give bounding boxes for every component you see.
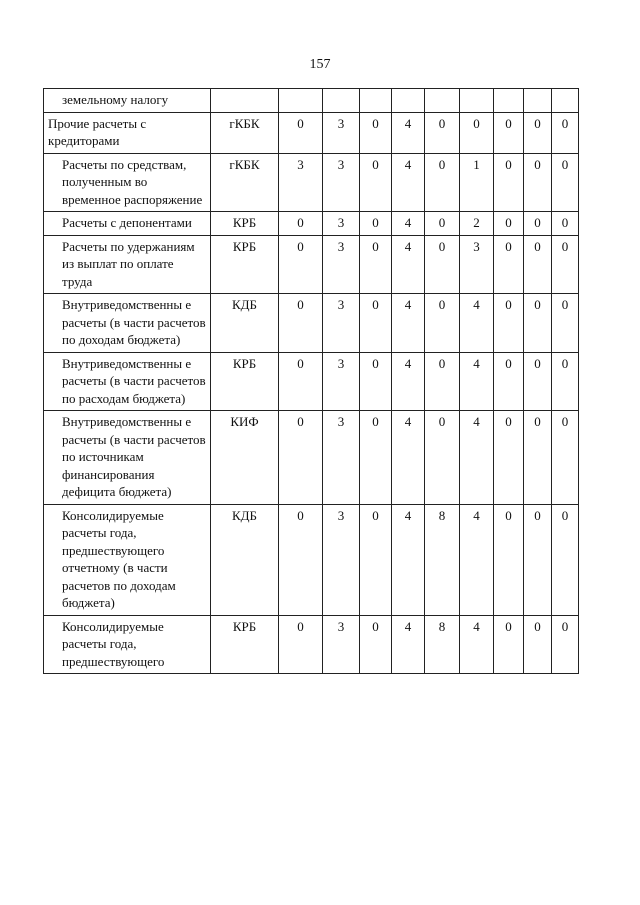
digit-cell: 0 [279,235,323,294]
account-name: Расчеты по средствам, полученным во временное распоряжение [44,153,211,212]
digit-cell: 0 [360,153,392,212]
digit-cell: 0 [494,294,524,353]
table-row [44,615,579,674]
digit-cell: 4 [392,153,425,212]
accounts-table [43,88,579,674]
digit-cell: 0 [279,112,323,153]
account-code: КРБ [211,212,279,236]
digit-cell: 0 [360,112,392,153]
digit-cell: 3 [279,153,323,212]
digit-cell: 2 [460,212,494,236]
account-name: Расчеты по удержаниям из выплат по оплате труда [44,235,211,294]
digit-cell [425,89,460,113]
account-name: Внутриведомственны е расчеты (в части расчетов по доходам бюджета) [44,294,211,353]
digit-cell: 3 [460,235,494,294]
digit-cell: 0 [279,352,323,411]
digit-cell: 8 [425,615,460,674]
digit-cell: 0 [524,112,552,153]
digit-cell: 0 [494,504,524,615]
table-row [44,352,579,411]
account-code: гКБК [211,112,279,153]
digit-cell: 4 [392,294,425,353]
digit-cell: 0 [279,504,323,615]
digit-cell [460,89,494,113]
digit-cell: 0 [279,212,323,236]
digit-cell: 4 [460,352,494,411]
digit-cell: 0 [494,112,524,153]
account-name: Внутриведомственны е расчеты (в части расчетов по расходам бюджета) [44,352,211,411]
digit-cell: 3 [323,153,360,212]
digit-cell: 3 [323,352,360,411]
digit-cell: 3 [323,112,360,153]
account-code: гКБК [211,153,279,212]
account-code: КДБ [211,294,279,353]
digit-cell: 0 [552,504,579,615]
digit-cell: 0 [425,235,460,294]
digit-cell: 0 [524,153,552,212]
digit-cell [494,89,524,113]
digit-cell: 0 [425,352,460,411]
digit-cell: 0 [425,294,460,353]
digit-cell: 0 [494,411,524,505]
digit-cell: 0 [360,615,392,674]
digit-cell [392,89,425,113]
digit-cell: 0 [360,212,392,236]
digit-cell: 0 [494,615,524,674]
page-number: 157 [309,57,331,72]
digit-cell: 0 [279,615,323,674]
digit-cell: 0 [425,411,460,505]
digit-cell: 4 [460,504,494,615]
digit-cell: 0 [552,615,579,674]
account-code [211,89,279,113]
table-row [44,504,579,615]
digit-cell: 0 [425,112,460,153]
digit-cell: 0 [552,112,579,153]
digit-cell [524,89,552,113]
account-code: КРБ [211,235,279,294]
digit-cell: 3 [323,504,360,615]
digit-cell: 4 [392,112,425,153]
digit-cell: 4 [392,235,425,294]
account-name: Расчеты с депонентами [44,212,211,236]
digit-cell: 0 [552,411,579,505]
digit-cell: 3 [323,294,360,353]
digit-cell [279,89,323,113]
digit-cell: 0 [494,153,524,212]
digit-cell [323,89,360,113]
table-row [44,235,579,294]
table-row [44,212,579,236]
account-name: земельному налогу [44,89,211,113]
digit-cell: 0 [524,294,552,353]
digit-cell: 0 [360,294,392,353]
digit-cell: 3 [323,235,360,294]
digit-cell: 0 [524,352,552,411]
digit-cell: 4 [392,352,425,411]
digit-cell: 0 [524,411,552,505]
digit-cell: 0 [460,112,494,153]
digit-cell: 0 [360,235,392,294]
digit-cell: 0 [360,352,392,411]
table-row [44,294,579,353]
digit-cell: 0 [524,615,552,674]
digit-cell: 0 [494,212,524,236]
digit-cell: 0 [524,504,552,615]
digit-cell: 0 [425,212,460,236]
account-code: КРБ [211,615,279,674]
digit-cell: 4 [392,504,425,615]
digit-cell: 0 [279,411,323,505]
digit-cell: 0 [552,352,579,411]
digit-cell: 4 [392,212,425,236]
digit-cell: 4 [460,615,494,674]
digit-cell [552,89,579,113]
account-name: Прочие расчеты с кредиторами [44,112,211,153]
digit-cell: 0 [279,294,323,353]
digit-cell: 4 [460,294,494,353]
account-name: Внутриведомственны е расчеты (в части расчетов по источникам финансирования дефицита бюджета) [44,411,211,505]
table-row [44,153,579,212]
account-name: Консолидируемые расчеты года, предшествующего [44,615,211,674]
digit-cell: 4 [392,411,425,505]
digit-cell: 0 [360,411,392,505]
digit-cell: 3 [323,615,360,674]
account-name: Консолидируемые расчеты года, предшествующего отчетному (в части расчетов по доходам бюджета) [44,504,211,615]
digit-cell: 3 [323,212,360,236]
table-row [44,411,579,505]
account-code: КИФ [211,411,279,505]
digit-cell: 0 [425,153,460,212]
digit-cell: 4 [392,615,425,674]
digit-cell: 0 [552,235,579,294]
digit-cell: 0 [552,153,579,212]
digit-cell: 4 [460,411,494,505]
table-row [44,89,579,113]
table-row [44,112,579,153]
digit-cell: 0 [552,212,579,236]
digit-cell: 8 [425,504,460,615]
digit-cell: 0 [494,235,524,294]
account-code: КРБ [211,352,279,411]
account-code: КДБ [211,504,279,615]
digit-cell: 0 [524,212,552,236]
digit-cell: 1 [460,153,494,212]
digit-cell: 0 [524,235,552,294]
digit-cell: 0 [494,352,524,411]
digit-cell [360,89,392,113]
digit-cell: 0 [552,294,579,353]
digit-cell: 0 [360,504,392,615]
digit-cell: 3 [323,411,360,505]
